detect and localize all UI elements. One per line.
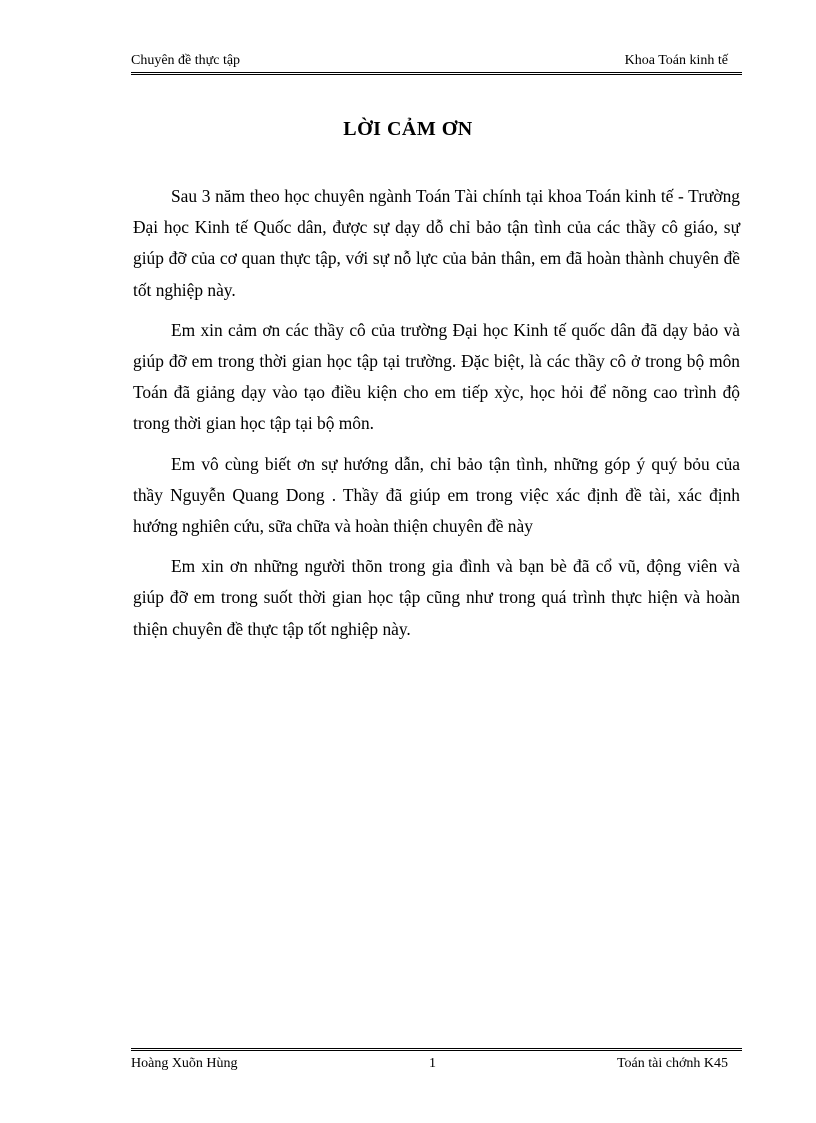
footer-class: Toán tài chớnh K45 (616, 1056, 728, 1071)
paragraph-3: Em vô cùng biết ơn sự hướng dẫn, chỉ bảo tận tình, những góp ý quý bỏu của thầy Nguyễn Quang Dong . Thầy đã giúp em trong việc xác định đề tài, xác định hướng nghiên cứu, sữa chữa và hoàn thiện chuyên đề này (133, 453, 740, 537)
header-double-rule (131, 72, 742, 75)
footer-author: Hoàng Xuõn Hùng (131, 1056, 238, 1071)
document-body (133, 181, 740, 654)
paragraph-2: Em xin cảm ơn các thầy cô của trường Đại học Kinh tế quốc dân đã dạy bảo và giúp đỡ em trong thời gian học tập tại trường. Đặc biệt, là các thầy cô ở trong bộ môn Toán đã giảng dạy vào tạo điều kiện cho em tiếp xỳc, học hỏi để nõng cao trình độ trong thời gian học tập tại bộ môn. (133, 319, 740, 434)
header-right-text: Khoa Toán kinh tế (624, 53, 728, 68)
paragraph-4: Em xin ơn những người thõn trong gia đình và bạn bè đã cổ vũ, động viên và giúp đỡ em trong suốt thời gian học tập cũng như trong quá trình thực hiện và hoàn thiện chuyên đề thực tập tốt nghiệp này. (133, 556, 740, 639)
page-footer (131, 1056, 742, 1076)
footer-double-rule (131, 1048, 742, 1051)
page-header (131, 53, 742, 73)
paragraph-1: Sau 3 năm theo học chuyên ngành Toán Tài chính tại khoa Toán kinh tế - Trường Đại học Kinh tế Quốc dân, được sự dạy dỗ chỉ bảo tận tình của các thầy cô giáo, sự giúp đỡ của cơ quan thực tập, với sự nỗ lực của bản thân, em đã hoàn thành chuyên đề tốt nghiệp này. (133, 186, 740, 300)
page-title: LỜI CẢM ƠN (343, 118, 473, 140)
footer-page-number: 1 (429, 1056, 436, 1071)
header-left-text: Chuyên đề thực tập (131, 53, 241, 68)
